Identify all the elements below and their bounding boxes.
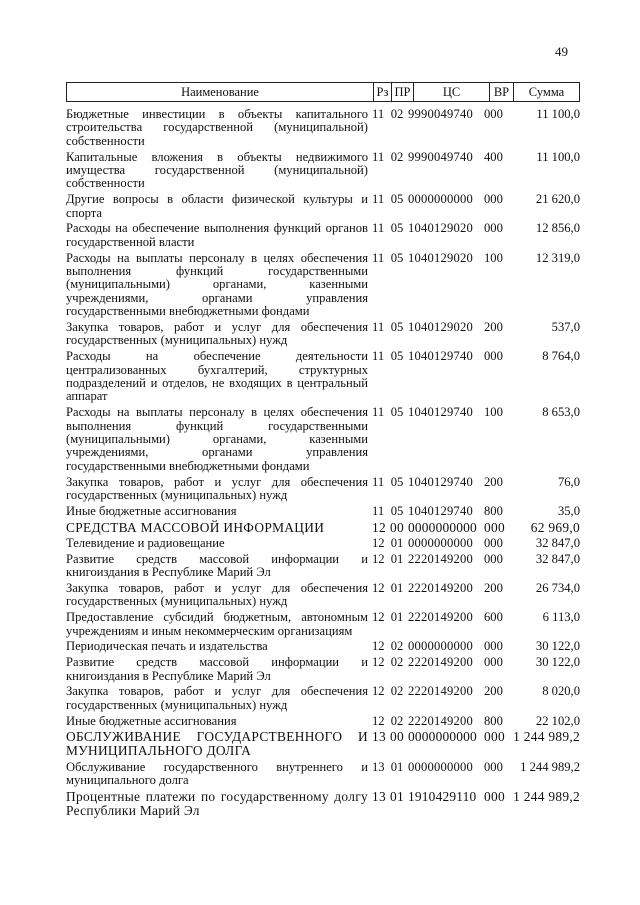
table-body bbox=[66, 108, 580, 818]
cell-pr: 01 bbox=[390, 581, 404, 596]
cell-sum: 26 734,0 bbox=[535, 581, 580, 596]
table-row bbox=[66, 505, 580, 518]
table-row bbox=[66, 715, 580, 728]
table-row bbox=[66, 151, 580, 191]
table-row bbox=[66, 350, 580, 404]
cell-name: Расходы на выплаты персоналу в целях обеспечения выполнения функций государственными (муниципальными) органами, казенными учреждениями, органами управления государственными внебюджетными фондами bbox=[66, 405, 368, 473]
table-row bbox=[66, 730, 580, 758]
cell-name: Закупка товаров, работ и услуг для обеспечения государственных (муниципальных) нужд bbox=[66, 581, 368, 609]
cell-name: Периодическая печать и издательства bbox=[66, 639, 268, 654]
cell-cs: 2220149200 bbox=[408, 684, 473, 699]
cell-cs: 1040129740 bbox=[408, 503, 473, 518]
cell-sum: 76,0 bbox=[557, 474, 580, 489]
cell-sum: 30 122,0 bbox=[535, 639, 580, 654]
cell-name: Закупка товаров, работ и услуг для обеспечения государственных (муниципальных) нужд bbox=[66, 684, 368, 712]
cell-rz: 13 bbox=[372, 789, 386, 805]
cell-sum: 11 100,0 bbox=[536, 149, 580, 164]
table-row bbox=[66, 537, 580, 550]
cell-pr: 05 bbox=[390, 320, 404, 335]
cell-rz: 11 bbox=[372, 474, 385, 489]
cell-sum: 32 847,0 bbox=[535, 551, 580, 566]
cell-rz: 12 bbox=[372, 713, 385, 728]
cell-name: Развитие средств массовой информации и книгоиздания в Республике Марий Эл bbox=[66, 655, 368, 683]
cell-sum: 1 244 989,2 bbox=[520, 759, 580, 774]
cell-sum: 6 113,0 bbox=[542, 610, 580, 625]
cell-vr: 000 bbox=[484, 655, 503, 670]
cell-pr: 05 bbox=[390, 474, 404, 489]
cell-cs: 1040129740 bbox=[408, 405, 473, 420]
cell-rz: 12 bbox=[372, 519, 386, 535]
table-row bbox=[66, 640, 580, 653]
cell-rz: 12 bbox=[372, 551, 385, 566]
cell-cs: 2220149200 bbox=[408, 655, 473, 670]
table-row bbox=[66, 685, 580, 712]
page-number: 49 bbox=[555, 44, 568, 59]
table-row bbox=[66, 321, 580, 348]
cell-cs: 1040129740 bbox=[408, 474, 473, 489]
cell-vr: 200 bbox=[484, 684, 503, 699]
cell-sum: 21 620,0 bbox=[535, 192, 580, 207]
cell-sum: 8 764,0 bbox=[542, 349, 580, 364]
cell-name: Капитальные вложения в объекты недвижимого имущества государственной (муниципальной) собственности bbox=[66, 149, 368, 191]
header-rz: Рз bbox=[374, 83, 392, 101]
cell-cs: 2220149200 bbox=[408, 581, 473, 596]
table-row bbox=[66, 761, 580, 788]
cell-pr: 00 bbox=[390, 519, 404, 535]
cell-rz: 13 bbox=[372, 759, 385, 774]
cell-pr: 05 bbox=[390, 250, 404, 265]
cell-cs: 1040129740 bbox=[408, 349, 473, 364]
cell-vr: 800 bbox=[484, 503, 503, 518]
cell-cs: 1910429110 bbox=[408, 789, 477, 805]
cell-name: Иные бюджетные ассигнования bbox=[66, 503, 237, 518]
cell-pr: 05 bbox=[390, 503, 404, 518]
cell-cs: 1040129020 bbox=[408, 320, 473, 335]
cell-rz: 11 bbox=[372, 192, 385, 207]
table-row bbox=[66, 582, 580, 609]
cell-rz: 11 bbox=[372, 107, 385, 121]
cell-pr: 01 bbox=[390, 759, 404, 774]
cell-pr: 02 bbox=[390, 107, 404, 121]
table-row bbox=[66, 611, 580, 638]
cell-pr: 02 bbox=[390, 713, 404, 728]
table-row bbox=[66, 553, 580, 580]
table-row bbox=[66, 406, 580, 473]
cell-rz: 12 bbox=[372, 610, 385, 625]
cell-sum: 32 847,0 bbox=[535, 536, 580, 551]
cell-name: Иные бюджетные ассигнования bbox=[66, 713, 237, 728]
cell-rz: 11 bbox=[372, 405, 385, 420]
cell-pr: 01 bbox=[390, 610, 404, 625]
table-row bbox=[66, 521, 580, 535]
header-pr: ПР bbox=[392, 83, 414, 101]
cell-sum: 35,0 bbox=[557, 503, 580, 518]
budget-table bbox=[66, 82, 580, 820]
cell-pr: 02 bbox=[390, 149, 404, 164]
cell-name: Предоставление субсидий бюджетным, автономным учреждениям и иным некоммерческим организациям bbox=[66, 610, 368, 638]
table-row bbox=[66, 476, 580, 503]
cell-cs: 1040129020 bbox=[408, 250, 473, 265]
cell-vr: 000 bbox=[484, 536, 503, 551]
cell-sum: 1 244 989,2 bbox=[513, 729, 580, 745]
cell-vr: 000 bbox=[484, 192, 503, 207]
cell-name: Другие вопросы в области физической культуры и спорта bbox=[66, 192, 368, 220]
cell-cs: 0000000000 bbox=[408, 639, 473, 654]
cell-cs: 9990049740 bbox=[408, 107, 473, 121]
table-row bbox=[66, 193, 580, 220]
cell-rz: 11 bbox=[372, 320, 385, 335]
cell-name: ОБСЛУЖИВАНИЕ ГОСУДАРСТВЕННОГО И МУНИЦИПАЛЬНОГО ДОЛГА bbox=[66, 729, 368, 759]
cell-name: Обслуживание государственного внутреннего и муниципального долга bbox=[66, 759, 368, 788]
cell-cs: 2220149200 bbox=[408, 713, 473, 728]
cell-cs: 0000000000 bbox=[408, 519, 477, 535]
cell-pr: 05 bbox=[390, 405, 404, 420]
cell-sum: 22 102,0 bbox=[535, 713, 580, 728]
cell-pr: 00 bbox=[390, 729, 404, 745]
cell-vr: 200 bbox=[484, 320, 503, 335]
cell-pr: 02 bbox=[390, 684, 404, 699]
cell-pr: 01 bbox=[390, 536, 404, 551]
cell-vr: 400 bbox=[484, 149, 503, 164]
cell-rz: 12 bbox=[372, 684, 385, 699]
cell-cs: 0000000000 bbox=[408, 759, 473, 774]
table-row bbox=[66, 222, 580, 249]
cell-sum: 537,0 bbox=[551, 320, 580, 335]
cell-sum: 62 969,0 bbox=[530, 519, 580, 535]
cell-vr: 600 bbox=[484, 610, 503, 625]
table-row bbox=[66, 252, 580, 319]
cell-pr: 02 bbox=[390, 655, 404, 670]
table-row bbox=[66, 790, 580, 818]
cell-vr: 100 bbox=[484, 405, 503, 420]
cell-sum: 30 122,0 bbox=[535, 655, 580, 670]
cell-rz: 11 bbox=[372, 221, 385, 236]
cell-vr: 000 bbox=[484, 789, 505, 805]
cell-vr: 200 bbox=[484, 474, 503, 489]
cell-pr: 05 bbox=[390, 349, 404, 364]
cell-pr: 01 bbox=[390, 551, 404, 566]
cell-cs: 0000000000 bbox=[408, 192, 473, 207]
cell-vr: 000 bbox=[484, 759, 503, 774]
cell-rz: 12 bbox=[372, 536, 385, 551]
cell-name: Процентные платежи по государственному долгу Республики Марий Эл bbox=[66, 789, 368, 819]
cell-pr: 05 bbox=[390, 221, 404, 236]
cell-name: Расходы на обеспечение выполнения функций органов государственной власти bbox=[66, 221, 368, 249]
cell-rz: 11 bbox=[372, 349, 385, 364]
cell-sum: 1 244 989,2 bbox=[513, 789, 580, 805]
cell-name: Закупка товаров, работ и услуг для обеспечения государственных (муниципальных) нужд bbox=[66, 474, 368, 503]
cell-rz: 13 bbox=[372, 729, 386, 745]
cell-pr: 01 bbox=[390, 789, 404, 805]
cell-pr: 05 bbox=[390, 192, 404, 207]
cell-rz: 12 bbox=[372, 581, 385, 596]
cell-name: Развитие средств массовой информации и книгоиздания в Республике Марий Эл bbox=[66, 551, 368, 580]
cell-rz: 11 bbox=[372, 149, 385, 164]
table-row bbox=[66, 656, 580, 683]
cell-cs: 1040129020 bbox=[408, 221, 473, 236]
cell-cs: 0000000000 bbox=[408, 536, 473, 551]
cell-cs: 0000000000 bbox=[408, 729, 477, 745]
cell-pr: 02 bbox=[390, 639, 404, 654]
cell-name: Бюджетные инвестиции в объекты капитального строительства государственной (муниципальной) собственности bbox=[66, 107, 368, 148]
header-sum: Сумма bbox=[528, 84, 565, 99]
header-name: Наименование bbox=[67, 83, 374, 101]
cell-rz: 12 bbox=[372, 639, 385, 654]
cell-cs: 9990049740 bbox=[408, 149, 473, 164]
cell-name: Расходы на обеспечение деятельности централизованных бухгалтерий, структурных подразделений и отделов, не входящих в центральный аппарат bbox=[66, 349, 368, 404]
cell-vr: 000 bbox=[484, 519, 505, 535]
cell-name: Закупка товаров, работ и услуг для обеспечения государственных (муниципальных) нужд bbox=[66, 320, 368, 348]
cell-sum: 12 856,0 bbox=[535, 221, 580, 236]
cell-vr: 000 bbox=[484, 551, 503, 566]
cell-name: Расходы на выплаты персоналу в целях обеспечения выполнения функций государственными (муниципальными) органами, казенными учреждениями, органами управления государственными внебюджетными фондами bbox=[66, 250, 368, 319]
cell-sum: 8 020,0 bbox=[542, 684, 580, 699]
cell-sum: 11 100,0 bbox=[536, 107, 580, 121]
cell-sum: 12 319,0 bbox=[535, 250, 580, 265]
cell-vr: 000 bbox=[484, 221, 503, 236]
table-header bbox=[66, 82, 580, 102]
cell-rz: 11 bbox=[372, 503, 385, 518]
cell-cs: 2220149200 bbox=[408, 551, 473, 566]
cell-name: Телевидение и радиовещание bbox=[66, 536, 225, 551]
cell-vr: 100 bbox=[484, 250, 503, 265]
cell-cs: 2220149200 bbox=[408, 610, 473, 625]
cell-vr: 000 bbox=[484, 349, 503, 364]
cell-rz: 12 bbox=[372, 655, 385, 670]
header-vr: ВР bbox=[490, 83, 514, 101]
cell-rz: 11 bbox=[372, 250, 385, 265]
cell-vr: 000 bbox=[484, 639, 503, 654]
table-row bbox=[66, 108, 580, 148]
cell-vr: 200 bbox=[484, 581, 503, 596]
cell-vr: 800 bbox=[484, 713, 503, 728]
header-cs: ЦС bbox=[414, 83, 490, 101]
cell-sum: 8 653,0 bbox=[542, 405, 580, 420]
cell-vr: 000 bbox=[484, 729, 505, 745]
cell-vr: 000 bbox=[484, 107, 503, 121]
cell-name: СРЕДСТВА МАССОВОЙ ИНФОРМАЦИИ bbox=[66, 519, 325, 535]
